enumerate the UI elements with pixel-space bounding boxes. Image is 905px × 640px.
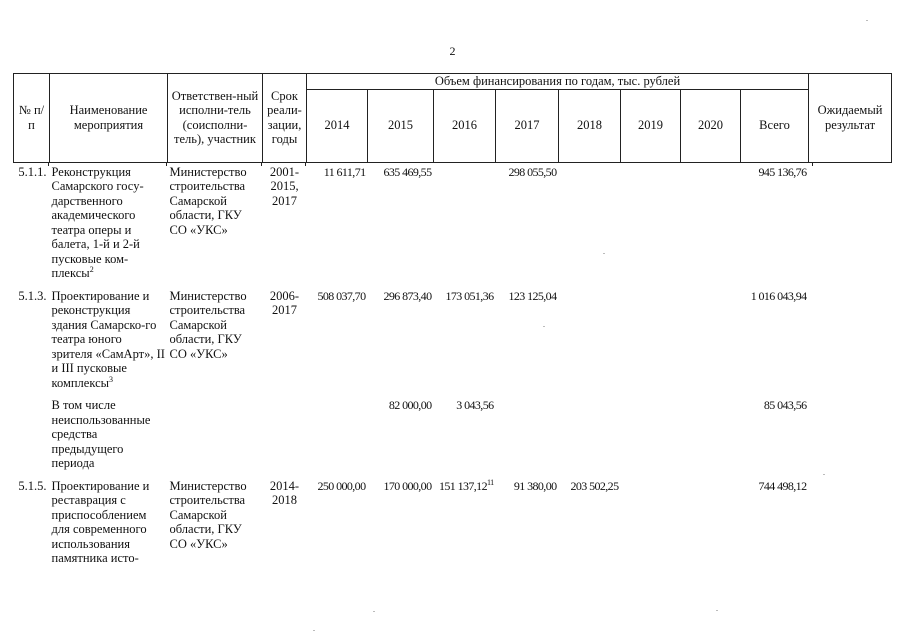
header-name: Наименование мероприятия: [50, 74, 168, 163]
header-year-2016: 2016: [434, 89, 496, 162]
table-row: [14, 287, 892, 397]
value-2019: [621, 477, 681, 572]
value-2018: [559, 162, 621, 287]
scan-speck: [716, 610, 718, 611]
row-name: Реконструкция Самарского госу-дарственного академического театра оперы и балета, 1-й и 2-й пусковые ком-плексы$^2$: [51, 164, 144, 280]
row-result: [809, 396, 892, 477]
table-row: [14, 477, 892, 572]
value-2015: 635 469,55: [383, 164, 432, 179]
header-year-2015: 2015: [368, 89, 434, 162]
column-tick: [48, 163, 49, 166]
column-tick: [305, 163, 306, 166]
row-term: [263, 396, 307, 477]
value-2017: 298 055,50: [508, 164, 557, 179]
footnote-mark: 11: [486, 477, 494, 487]
row-number: 5.1.1.: [18, 164, 47, 179]
row-term: 2006-2017: [269, 288, 300, 317]
scan-speck: [866, 20, 868, 21]
row-term: 2001-2015, 2017: [269, 164, 300, 208]
value-2020: [681, 477, 741, 572]
row-executor: Министерство строительства Самарской области, ГКУ СО «УКС»: [169, 288, 247, 361]
row-result: [809, 477, 892, 572]
value-2020: [681, 396, 741, 477]
value-2020: [681, 287, 741, 397]
header-year-2018: 2018: [559, 89, 621, 162]
row-result: [809, 162, 892, 287]
value-2018: 203 502,25: [570, 478, 619, 493]
value-2014: [307, 396, 368, 477]
value-2019: [621, 396, 681, 477]
value-2015: 170 000,00: [383, 478, 432, 493]
value-2015: 82 000,00: [388, 398, 432, 412]
page-number: 2: [449, 44, 456, 58]
value-total: 1 016 043,94: [750, 288, 807, 303]
value-2014: 11 611,71: [323, 164, 366, 179]
value-2019: [621, 162, 681, 287]
row-executor: [168, 396, 263, 477]
value-2017: 91 380,00: [513, 478, 557, 493]
value-total: 85 043,56: [763, 398, 807, 412]
value-2018: [559, 396, 621, 477]
table-row: [14, 162, 892, 287]
header-no: № п/п: [14, 74, 50, 163]
row-name: В том числе неиспользованные средства предыдущего периода: [51, 398, 151, 470]
column-tick: [812, 163, 813, 166]
table-row: [14, 396, 892, 477]
value-2014: 508 037,70: [317, 288, 366, 303]
value-2014: 250 000,00: [317, 478, 366, 493]
value-2017: 123 125,04: [508, 288, 557, 303]
value-2016: 151 137,12$^{11}$: [438, 477, 494, 493]
row-number: [14, 396, 50, 477]
funding-table: [13, 73, 892, 572]
scan-speck: [603, 253, 605, 254]
row-number: 5.1.5.: [18, 478, 47, 493]
header-total: Всего: [741, 89, 809, 162]
value-total: 744 498,12: [758, 478, 807, 493]
column-tick: [261, 163, 262, 166]
row-executor: Министерство строительства Самарской области, ГКУ СО «УКС»: [169, 478, 247, 551]
header-executor: Ответствен-ный исполни-тель (соисполни-тель), участник: [168, 74, 263, 163]
value-2020: [681, 162, 741, 287]
value-2016: [434, 162, 496, 287]
row-number: 5.1.3.: [18, 288, 47, 303]
header-result: Ожидаемый результат: [809, 74, 892, 163]
scan-speck: [373, 611, 375, 612]
row-term: 2014-2018: [269, 478, 300, 507]
value-2015: 296 873,40: [383, 288, 432, 303]
header-year-2020: 2020: [681, 89, 741, 162]
scan-speck: [823, 474, 825, 475]
row-name: Проектирование и реставрация с приспособлением для современного использования памятника исто-: [51, 478, 150, 565]
value-2017: [496, 396, 559, 477]
value-2018: [559, 287, 621, 397]
row-result: [809, 287, 892, 397]
scan-speck: [543, 326, 545, 327]
header-funding-group: Объем финансирования по годам, тыс. рублей: [307, 74, 809, 90]
value-2019: [621, 287, 681, 397]
scan-speck: [313, 630, 315, 631]
header-year-2017: 2017: [496, 89, 559, 162]
row-name: Проектирование и реконструкция здания Самарско-го театра юного зрителя «СамАрт», II и III пусковые комплексы$^3$: [51, 288, 165, 390]
header-year-2014: 2014: [307, 89, 368, 162]
value-2016: 173 051,36: [445, 288, 494, 303]
footnote-mark: 3: [109, 374, 114, 384]
footnote-mark: 2: [89, 264, 94, 274]
header-term: Срок реали-зации, годы: [263, 74, 307, 163]
value-2016: 3 043,56: [456, 398, 494, 412]
value-total: 945 136,76: [758, 164, 807, 179]
header-year-2019: 2019: [621, 89, 681, 162]
row-executor: Министерство строительства Самарской области, ГКУ СО «УКС»: [169, 164, 247, 237]
column-tick: [166, 163, 167, 166]
